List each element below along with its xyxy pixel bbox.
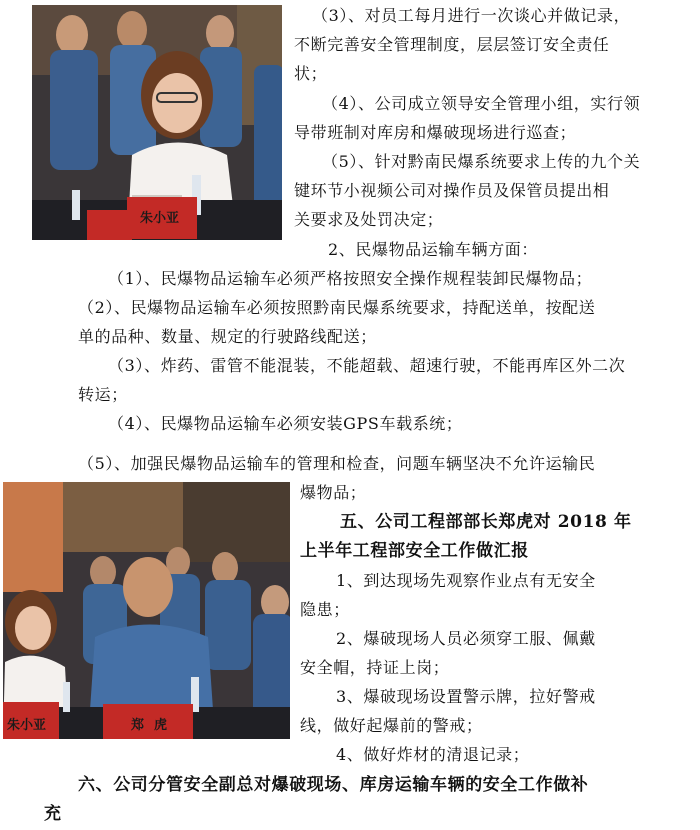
transport-item-3-line2: 转运； xyxy=(78,385,128,404)
meeting-photo-bottom xyxy=(3,482,290,739)
transport-item-4: （4）、民爆物品运输车必须安装GPS车载系统； xyxy=(108,414,463,433)
transport-item-1: （1）、民爆物品运输车必须严格按照安全操作规程装卸民爆物品； xyxy=(108,269,593,288)
transport-item-2-line1: （2）、民爆物品运输车必须按照黔南民爆系统要求，持配送单，按配送 xyxy=(78,298,596,317)
section5-item-3-line1: 3、爆破现场设置警示牌，拉好警戒 xyxy=(336,687,596,706)
item-4-5-line1: （5）、针对黔南民爆系统要求上传的九个关 xyxy=(322,152,641,171)
section5-item-2-line2: 安全帽，持证上岗； xyxy=(300,658,450,677)
nameplate-left: 朱小亚 xyxy=(7,718,47,733)
section5-item-1-line2: 隐患； xyxy=(300,600,350,619)
transport-item-2-line2: 单的品种、数量、规定的行驶路线配送； xyxy=(78,327,377,346)
item-4-3-line3: 状； xyxy=(294,64,328,83)
transport-item-5-line1: （5）、加强民爆物品运输车的管理和检查，问题车辆坚决不允许运输民 xyxy=(78,454,596,473)
item-4-3-line1: （3）、对员工每月进行一次谈心并做记录， xyxy=(312,6,631,25)
item-4-4-line1: （4）、公司成立领导安全管理小组，实行领 xyxy=(322,94,641,113)
section5-item-1-line1: 1、到达现场先观察作业点有无安全 xyxy=(336,571,596,590)
nameplate: 朱小亚 xyxy=(140,211,180,226)
section5-title-line2: 上半年工程部安全工作做汇报 xyxy=(300,541,529,561)
meeting-photo-top xyxy=(32,5,282,240)
section5-title-line1: 五、公司工程部部长郑虎对 2018 年 xyxy=(340,512,632,532)
item-4-4-line2: 导带班制对库房和爆破现场进行巡查； xyxy=(294,123,577,142)
transport-item-3-line1: （3）、炸药、雷管不能混装，不能超载、超速行驶，不能再库区外二次 xyxy=(108,356,626,375)
section5-item-3-line2: 线，做好起爆前的警戒； xyxy=(300,716,483,735)
item-4-3-line2: 不断完善安全管理制度，层层签订安全责任 xyxy=(294,35,610,54)
transport-subheading: 2、民爆物品运输车辆方面： xyxy=(328,240,538,259)
section6-title-line1: 六、公司分管安全副总对爆破现场、库房运输车辆的安全工作做补 xyxy=(78,775,589,795)
section5-item-2-line1: 2、爆破现场人员必须穿工服、佩戴 xyxy=(336,629,596,648)
transport-item-5-line2: 爆物品； xyxy=(300,483,367,502)
item-4-5-line2: 键环节小视频公司对操作员及保管员提出相 xyxy=(294,181,610,200)
item-4-5-line3: 关要求及处罚决定； xyxy=(294,210,444,229)
section6-title-line2: 充 xyxy=(44,804,62,824)
section5-item-4: 4、做好炸材的清退记录； xyxy=(336,745,530,764)
nameplate-center: 郑虎 xyxy=(131,718,178,733)
